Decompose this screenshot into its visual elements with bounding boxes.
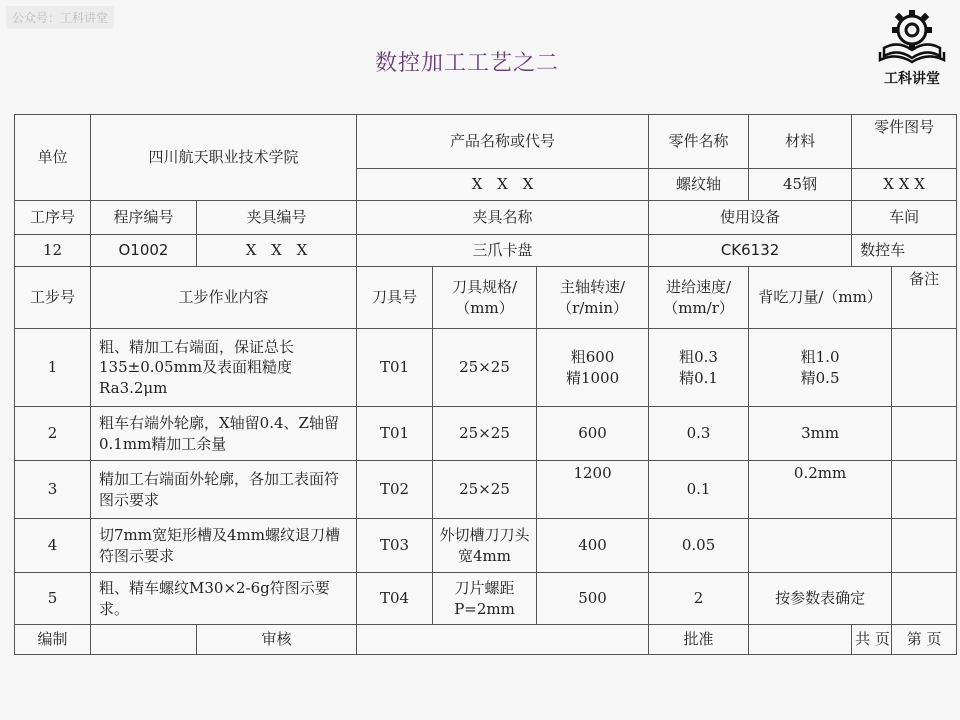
watermark: 公众号：工科讲堂 [6,6,114,29]
fixture-name-label: 夹具名称 [357,201,649,235]
step-depth: 粗1.0 精0.5 [749,329,892,407]
program-value: O1002 [91,235,197,267]
step-remark [892,519,957,573]
op-no-value: 12 [15,235,91,267]
step-content: 粗、精车螺纹M30×2-6g符图示要求。 [91,573,357,625]
step-content: 精加工右端面外轮廓，各加工表面符图示要求 [91,461,357,519]
step-feed: 0.05 [649,519,749,573]
step-content: 切7mm宽矩形槽及4mm螺纹退刀槽符图示要求 [91,519,357,573]
total-pages-label: 共 页 [852,625,892,655]
step-tool: T03 [357,519,433,573]
unit-label: 单位 [15,115,91,201]
header-row-1 [15,115,957,169]
equipment-label: 使用设备 [649,201,852,235]
step-feed: 0.3 [649,407,749,461]
step-content: 粗、精加工右端面，保证总长135±0.05mm及表面粗糙度Ra3.2μm [91,329,357,407]
step-tool: T01 [357,329,433,407]
step-spindle: 600 [537,407,649,461]
step-depth: 3mm [749,407,892,461]
part-name-value: 螺纹轴 [649,169,749,201]
step-spindle: 粗600 精1000 [537,329,649,407]
step-no: 2 [15,407,91,461]
footer-row [15,625,957,655]
prepared-label: 编制 [15,625,91,655]
process-value-row [15,235,957,267]
product-label: 产品名称或代号 [357,115,649,169]
step-row [15,519,957,573]
step-row [15,461,957,519]
step-row [15,407,957,461]
step-spec: 外切槽刀刀头宽4mm [433,519,537,573]
drawing-value: X X X [852,169,957,201]
step-tool: T01 [357,407,433,461]
step-remark [892,573,957,625]
step-feed: 粗0.3 精0.1 [649,329,749,407]
process-label-row [15,201,957,235]
step-feed: 2 [649,573,749,625]
step-spec: 25×25 [433,461,537,519]
step-depth [749,519,892,573]
spindle-header: 主轴转速/（r/min） [537,267,649,329]
tool-spec-header: 刀具规格/（mm） [433,267,537,329]
step-no: 3 [15,461,91,519]
step-no: 5 [15,573,91,625]
step-spindle: 1200 [537,461,649,519]
step-row [15,573,957,625]
process-card-table [14,114,957,655]
fixture-name-value: 三爪卡盘 [357,235,649,267]
step-no-header: 工步号 [15,267,91,329]
step-spindle: 400 [537,519,649,573]
step-depth: 0.2mm [749,461,892,519]
step-depth: 按参数表确定 [749,573,892,625]
step-no: 1 [15,329,91,407]
step-spec: 25×25 [433,329,537,407]
approved-label: 批准 [649,625,749,655]
step-spec: 刀片螺距P=2mm [433,573,537,625]
step-tool: T04 [357,573,433,625]
workshop-label: 车间 [852,201,957,235]
drawing-label: 零件图号 [852,115,957,169]
step-remark [892,329,957,407]
workshop-value: 数控车 [852,235,957,267]
fixture-no-label: 夹具编号 [197,201,357,235]
step-no: 4 [15,519,91,573]
material-value: 45钢 [749,169,852,201]
step-row [15,329,957,407]
step-feed: 0.1 [649,461,749,519]
approved-value [749,625,852,655]
logo-text: 工科讲堂 [884,71,940,87]
step-remark [892,407,957,461]
fixture-no-value: X X X [197,235,357,267]
step-tool: T02 [357,461,433,519]
step-spec: 25×25 [433,407,537,461]
product-value: X X X [357,169,649,201]
part-name-label: 零件名称 [649,115,749,169]
page-no-label: 第 页 [892,625,957,655]
material-label: 材料 [749,115,852,169]
page-title: 数控加工工艺之二 [374,51,559,76]
steps-header-row [15,267,957,329]
program-label: 程序编号 [91,201,197,235]
step-content: 粗车右端外轮廓，X轴留0.4、Z轴留0.1mm精加工余量 [91,407,357,461]
reviewed-label: 审核 [197,625,357,655]
step-spindle: 500 [537,573,649,625]
remark-header: 备注 [892,267,957,329]
op-no-label: 工序号 [15,201,91,235]
content-header: 工步作业内容 [91,267,357,329]
prepared-value [91,625,197,655]
reviewed-value [357,625,649,655]
feed-header: 进给速度/（mm/r） [649,267,749,329]
step-remark [892,461,957,519]
unit-value: 四川航天职业技术学院 [91,115,357,201]
equipment-value: CK6132 [649,235,852,267]
depth-header: 背吃刀量/（mm） [749,267,892,329]
tool-no-header: 刀具号 [357,267,433,329]
